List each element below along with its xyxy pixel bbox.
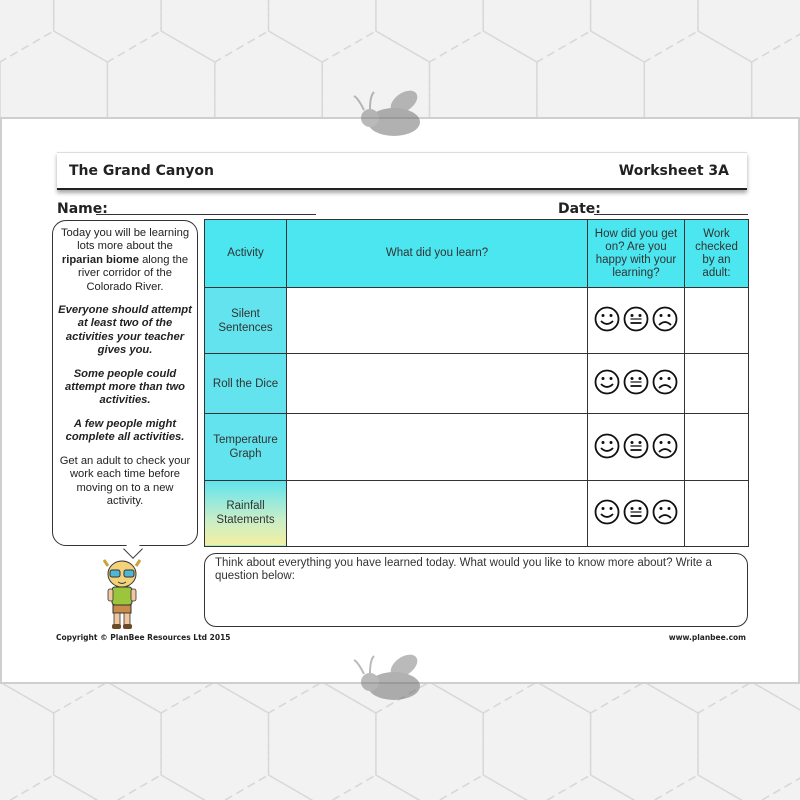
happy-face-icon[interactable]: [594, 306, 620, 332]
sad-face-icon[interactable]: [652, 433, 678, 459]
adult-check-cell[interactable]: [685, 480, 749, 546]
hexagon-outline: [698, 682, 800, 800]
hexagon-outline: [483, 682, 590, 800]
activity-name-cell: Roll the Dice: [205, 354, 287, 414]
self-assessment-cell: [588, 288, 685, 354]
hexagon-outline: [161, 0, 268, 62]
bee-watermark-icon: [352, 84, 438, 144]
sad-face-icon[interactable]: [652, 369, 678, 395]
face-rating-group: [594, 499, 678, 525]
face-rating-group: [594, 306, 678, 332]
neutral-face-icon[interactable]: [623, 499, 649, 525]
table-row: [205, 480, 749, 546]
bee-watermark-icon: [352, 648, 438, 708]
name-label: Name:: [57, 201, 108, 217]
learned-answer-cell[interactable]: [287, 480, 588, 546]
neutral-face-icon[interactable]: [623, 433, 649, 459]
header-bar: [57, 152, 747, 190]
date-label: Date:: [558, 201, 601, 217]
activity-name-cell: Silent Sentences: [205, 288, 287, 354]
website-url[interactable]: www.planbee.com: [668, 633, 746, 642]
self-assessment-cell: [588, 414, 685, 480]
instruction-few: A few people might complete all activities.: [65, 417, 185, 444]
activity-column-header: Activity: [205, 220, 287, 288]
adult-check-cell[interactable]: [685, 354, 749, 414]
hexagon-outline: [591, 682, 698, 800]
activity-name-cell: Temperature Graph: [205, 414, 287, 480]
sad-face-icon[interactable]: [652, 499, 678, 525]
hexagon-outline: [269, 0, 376, 62]
happy-face-icon[interactable]: [594, 433, 620, 459]
neutral-face-icon[interactable]: [623, 306, 649, 332]
self-assessment-cell: [588, 354, 685, 414]
worksheet-number: Worksheet 3A: [618, 163, 729, 179]
activity-name-cell: Rainfall Statements: [205, 480, 287, 546]
hexagon-outline: [215, 775, 322, 800]
hexagon-outline: [698, 0, 800, 62]
instructions-bubble: [52, 220, 198, 546]
face-rating-group: [594, 369, 678, 395]
table-header-row: [205, 220, 749, 288]
question-box[interactable]: [204, 553, 748, 627]
self-assessment-cell: [588, 480, 685, 546]
hexagon-outline: [376, 0, 483, 62]
hexagon-outline: [322, 775, 429, 800]
hexagon-outline: [752, 775, 800, 800]
date-line[interactable]: [594, 214, 748, 215]
learned-answer-cell[interactable]: [287, 288, 588, 354]
instruction-adult-check: Get an adult to check your work each time before moving on to a new activity.: [59, 454, 191, 507]
question-prompt: Think about everything you have learned today. What would you like to know more about? Write a question below:: [215, 557, 712, 582]
adult-check-cell[interactable]: [685, 414, 749, 480]
hexagon-outline: [54, 0, 161, 62]
checked-column-header: Work checked by an adult:: [685, 220, 749, 288]
instruction-some: Some people could attempt more than two activities.: [65, 367, 185, 407]
neutral-face-icon[interactable]: [623, 369, 649, 395]
hexagon-outline: [161, 682, 268, 800]
table-row: [205, 288, 749, 354]
activity-table: [204, 219, 749, 547]
riparian-biome-term: riparian biome: [61, 253, 139, 266]
instruction-everyone: Everyone should attempt at least two of the activities your teacher gives you.: [58, 304, 192, 357]
document-title: The Grand Canyon: [69, 163, 214, 179]
adult-check-cell[interactable]: [685, 288, 749, 354]
hexagon-outline: [0, 775, 107, 800]
happy-face-icon[interactable]: [594, 499, 620, 525]
learned-column-header: What did you learn?: [287, 220, 588, 288]
hexagon-outline: [537, 775, 644, 800]
hexagon-outline: [54, 682, 161, 800]
happy-face-icon[interactable]: [594, 369, 620, 395]
name-line[interactable]: [96, 214, 316, 215]
hexagon-outline: [430, 775, 537, 800]
table-row: [205, 354, 749, 414]
explorer-mascot-icon: [100, 556, 144, 630]
intro-text: Today you will be learning lots more about the riparian biome along the river corridor of the Colorado River.: [60, 227, 190, 293]
hexagon-outline: [644, 775, 751, 800]
hexagon-outline: [107, 775, 214, 800]
hexagon-outline: [483, 0, 590, 62]
table-row: [205, 414, 749, 480]
hexagon-outline: [0, 0, 54, 62]
learned-answer-cell[interactable]: [287, 354, 588, 414]
hexagon-outline: [591, 0, 698, 62]
happy-column-header: How did you get on? Are you happy with your learning?: [588, 220, 685, 288]
copyright-text: Copyright © PlanBee Resources Ltd 2015: [56, 633, 231, 642]
hexagon-outline: [0, 682, 54, 800]
learned-answer-cell[interactable]: [287, 414, 588, 480]
face-rating-group: [594, 433, 678, 459]
sad-face-icon[interactable]: [652, 306, 678, 332]
